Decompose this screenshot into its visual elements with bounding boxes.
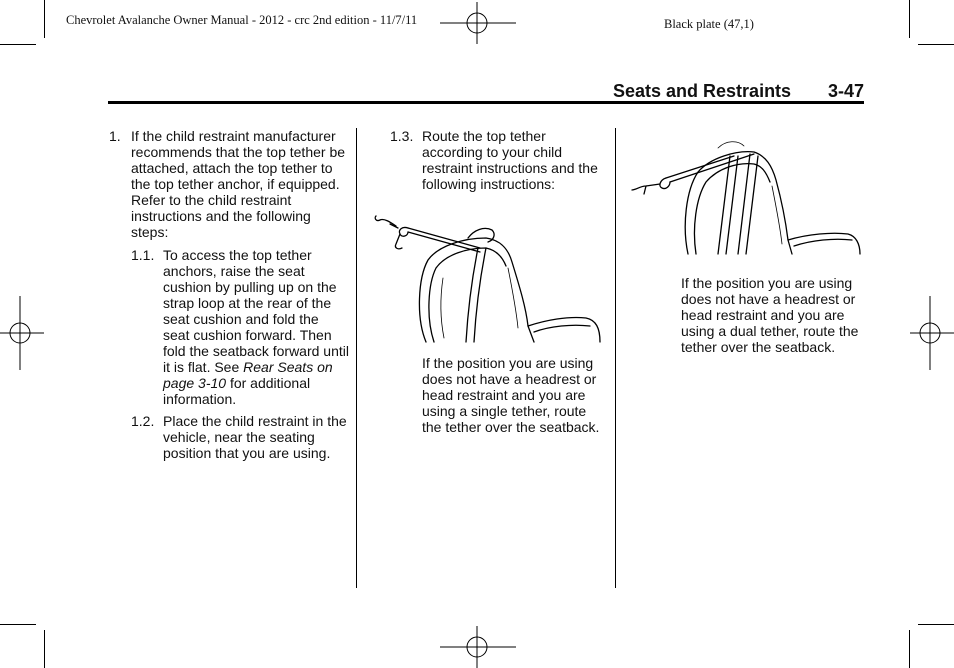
slug-right: Black plate (47,1) xyxy=(664,17,754,31)
registration-mark-icon xyxy=(0,296,44,370)
list-item-text: Place the child restraint in the vehicle, near the seating position that you are using. xyxy=(163,413,347,461)
cross-reference-link[interactable]: Rear Seats on page 3-10 xyxy=(163,359,333,391)
column-divider xyxy=(356,128,357,588)
list-number: 1.1. xyxy=(131,247,155,263)
list-number: 1. xyxy=(109,128,121,144)
list-item-text-part: for additional information. xyxy=(163,375,311,407)
slug-left: Chevrolet Avalanche Owner Manual - 2012 - crc 2nd edition - 11/7/11 xyxy=(66,13,418,27)
crop-mark xyxy=(0,624,36,625)
dual-tether-seat-illustration xyxy=(626,140,862,256)
single-tether-seat-illustration xyxy=(368,208,603,344)
paragraph: If the position you are using does not have a headrest or head restraint and you are using a dual tether, route the tether over the seatback. xyxy=(681,275,859,355)
crop-mark xyxy=(918,44,954,45)
crop-mark xyxy=(0,44,36,45)
list-number: 1.2. xyxy=(131,413,155,429)
list-item-text xyxy=(163,247,349,407)
crop-mark xyxy=(909,630,910,668)
list-number: 1.3. xyxy=(390,128,414,144)
crop-mark xyxy=(909,0,910,38)
page-number: 3-47 xyxy=(828,81,865,101)
list-item-text: Route the top tether according to your child restraint instructions and the following instructions: xyxy=(422,128,598,192)
list-item-text-part: To access the top tether anchors, raise the seat cushion by pulling up on the strap loop at the rear of the seat cushion and fold the seat cushion forward. Then fold the seatback forward until it is flat. See xyxy=(163,247,349,375)
crop-mark xyxy=(918,624,954,625)
list-item-text: If the child restraint manufacturer recommends that the top tether be attached, attach the top tether to the top tether anchor, if equipped. Refer to the child restraint instructions and the following steps: xyxy=(131,128,346,240)
crop-mark xyxy=(44,0,45,38)
paragraph: If the position you are using does not have a headrest or head restraint and you are using a single tether, route the tether over the seatback. xyxy=(422,355,600,435)
header-rule xyxy=(108,101,864,104)
crop-mark xyxy=(44,630,45,668)
registration-mark-icon xyxy=(440,626,516,668)
registration-mark-icon xyxy=(440,2,516,44)
column-divider xyxy=(615,128,616,588)
section-title: Seats and Restraints xyxy=(613,81,792,101)
registration-mark-icon xyxy=(910,296,954,370)
